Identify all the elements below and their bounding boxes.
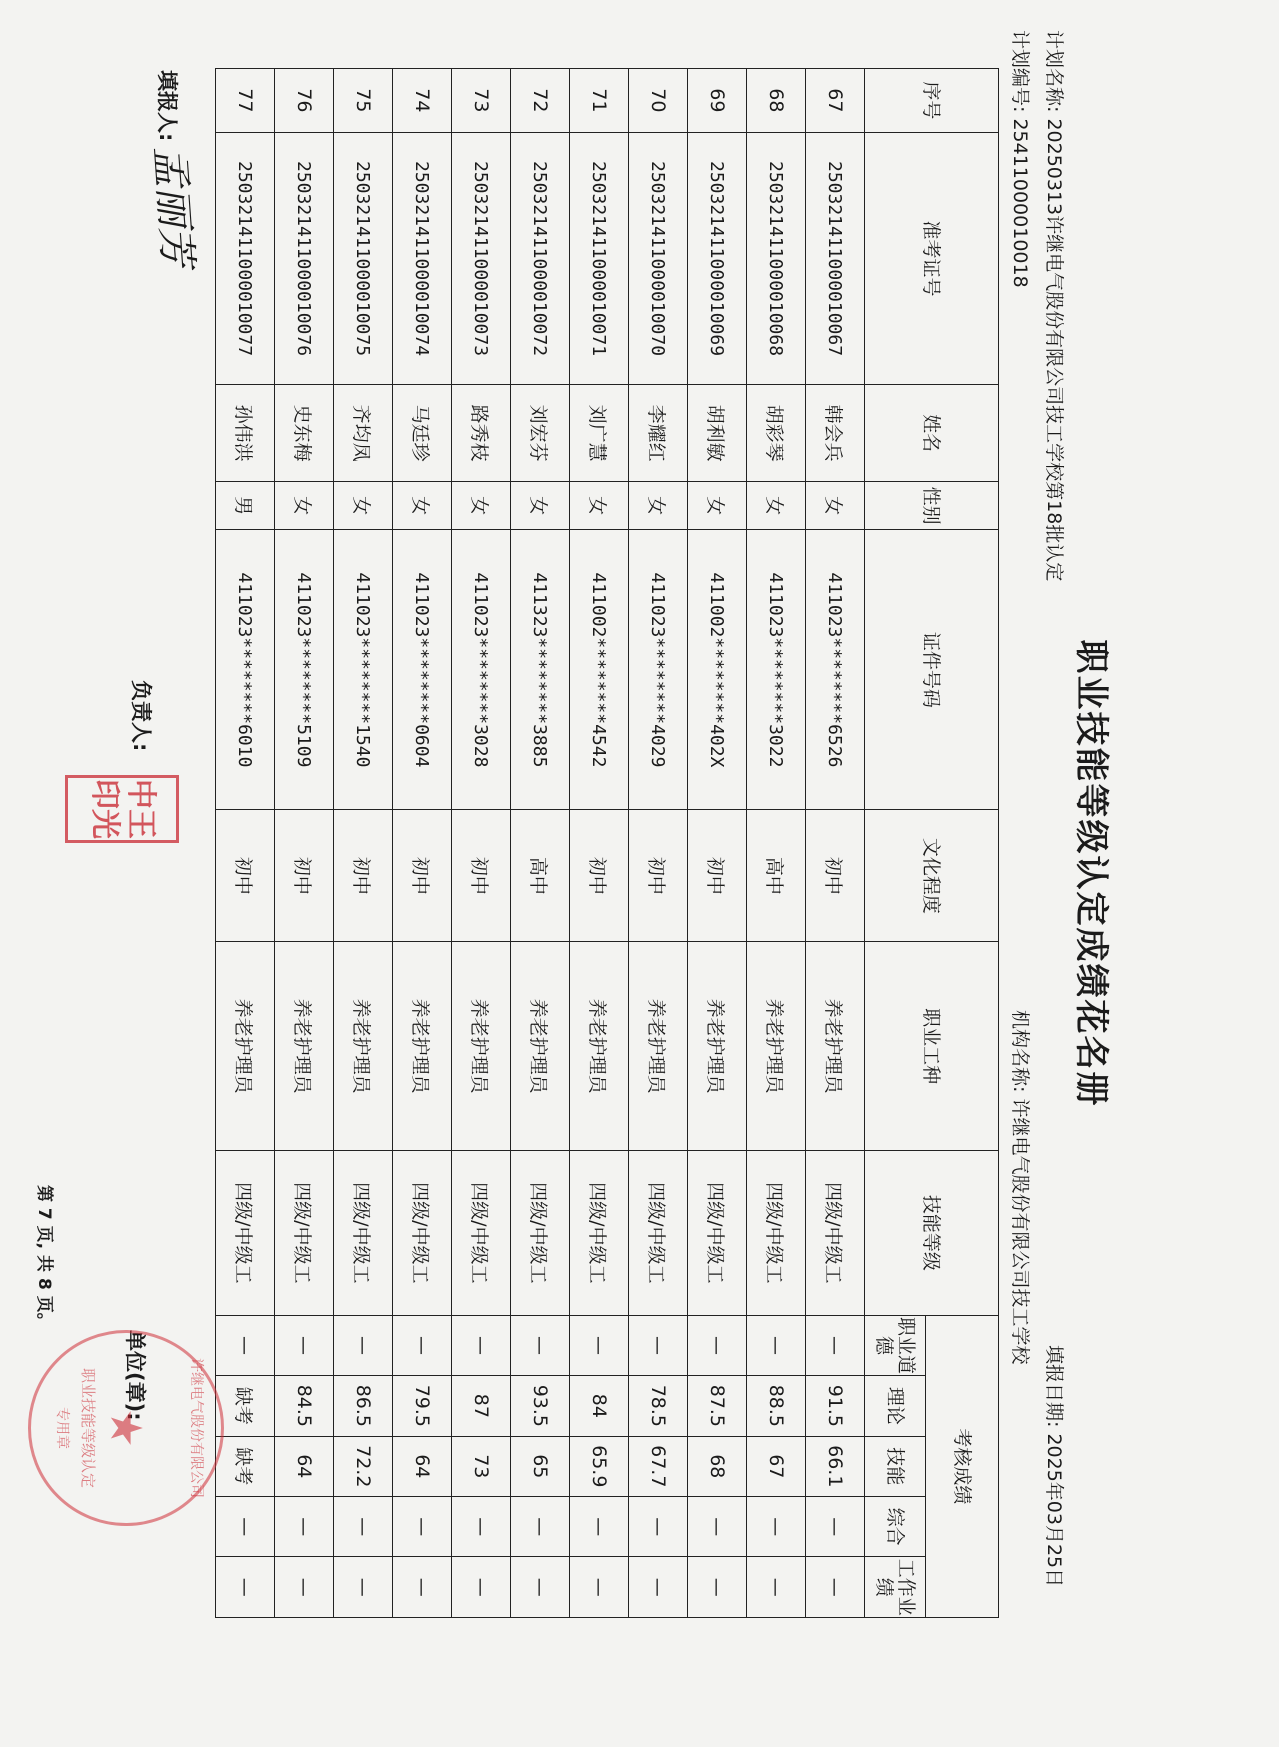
cell-ethics: — — [747, 1315, 806, 1375]
cell-gender: 女 — [688, 482, 747, 530]
cell-ethics: — — [629, 1315, 688, 1375]
cell-occupation: 养老护理员 — [511, 942, 570, 1151]
cell-theory: 93.5 — [511, 1376, 570, 1436]
unit-label: 单位(章): — [123, 1330, 147, 1421]
table-row — [275, 69, 334, 1618]
cell-name: 韩会兵 — [806, 385, 865, 482]
cell-id-no: 411323********3885 — [511, 530, 570, 810]
cell-skill-level: 四级/中级工 — [747, 1151, 806, 1316]
cell-education: 初中 — [806, 810, 865, 942]
cell-theory: 88.5 — [747, 1376, 806, 1436]
fill-date: 填报日期: 2025年03月25日 — [1043, 1345, 1065, 1588]
cell-name: 史东梅 — [275, 385, 334, 482]
cell-exam-no: 250321411000010076 — [275, 132, 334, 385]
cell-overall: — — [452, 1496, 511, 1556]
cell-ethics: — — [452, 1315, 511, 1375]
personal-seal-char: 印 — [87, 779, 122, 809]
cell-skill: 65.9 — [570, 1436, 629, 1496]
cell-seq: 70 — [629, 69, 688, 133]
cell-name: 齐均凤 — [334, 385, 393, 482]
table-body — [216, 69, 865, 1618]
cell-performance: — — [629, 1557, 688, 1618]
table-row — [216, 69, 275, 1618]
header-skill: 技能 — [865, 1436, 926, 1496]
cell-performance: — — [511, 1557, 570, 1618]
table-row — [452, 69, 511, 1618]
header-ethics: 职业道德 — [865, 1315, 926, 1375]
cell-name: 孙伟洪 — [216, 385, 275, 482]
cell-occupation: 养老护理员 — [747, 942, 806, 1151]
personal-seal-char: 王 — [123, 809, 158, 839]
cell-education: 高中 — [511, 810, 570, 942]
cell-seq: 71 — [570, 69, 629, 133]
cell-occupation: 养老护理员 — [334, 942, 393, 1151]
cell-exam-no: 250321411000010073 — [452, 132, 511, 385]
official-seal-band-text: 职业技能等级认定 — [79, 1367, 97, 1488]
cell-ethics: — — [275, 1315, 334, 1375]
cell-name: 刘宏芬 — [511, 385, 570, 482]
cell-skill: 64 — [275, 1436, 334, 1496]
table-row — [570, 69, 629, 1618]
cell-id-no: 411023********0604 — [393, 530, 452, 810]
cell-id-no: 411023********6526 — [806, 530, 865, 810]
cell-gender: 女 — [629, 482, 688, 530]
cell-performance: — — [570, 1557, 629, 1618]
table-row — [393, 69, 452, 1618]
header-exam-no: 准考证号 — [865, 132, 999, 385]
cell-education: 初中 — [334, 810, 393, 942]
cell-skill-level: 四级/中级工 — [216, 1151, 275, 1316]
seal-star-icon: ★ — [100, 1408, 151, 1448]
cell-name: 李耀红 — [629, 385, 688, 482]
personal-seal-char: 光 — [87, 809, 122, 839]
personal-seal — [65, 775, 179, 843]
cell-seq: 68 — [747, 69, 806, 133]
cell-name: 马廷珍 — [393, 385, 452, 482]
cell-education: 高中 — [747, 810, 806, 942]
cell-name: 胡利敏 — [688, 385, 747, 482]
cell-exam-no: 250321411000010071 — [570, 132, 629, 385]
cell-occupation: 养老护理员 — [275, 942, 334, 1151]
cell-id-no: 411023********3028 — [452, 530, 511, 810]
plan-name: 计划名称: 20250313许继电气股份有限公司技工学校第18批认定 — [1043, 30, 1065, 582]
cell-theory: 91.5 — [806, 1376, 865, 1436]
cell-theory: 缺考 — [216, 1376, 275, 1436]
header-row — [926, 69, 999, 1618]
cell-id-no: 411023********5109 — [275, 530, 334, 810]
header-education: 文化程度 — [865, 810, 999, 942]
cell-overall: — — [275, 1496, 334, 1556]
cell-exam-no: 250321411000010067 — [806, 132, 865, 385]
cell-seq: 69 — [688, 69, 747, 133]
cell-skill-level: 四级/中级工 — [629, 1151, 688, 1316]
cell-overall: — — [511, 1496, 570, 1556]
cell-occupation: 养老护理员 — [216, 942, 275, 1151]
cell-theory: 79.5 — [393, 1376, 452, 1436]
cell-gender: 女 — [806, 482, 865, 530]
table-row — [511, 69, 570, 1618]
cell-exam-no: 250321411000010074 — [393, 132, 452, 385]
cell-education: 初中 — [393, 810, 452, 942]
cell-id-no: 411023********6010 — [216, 530, 275, 810]
cell-overall: — — [216, 1496, 275, 1556]
cell-ethics: — — [216, 1315, 275, 1375]
score-table — [215, 68, 999, 1618]
cell-gender: 女 — [393, 482, 452, 530]
cell-gender: 女 — [334, 482, 393, 530]
cell-gender: 女 — [275, 482, 334, 530]
cell-id-no: 411002********4542 — [570, 530, 629, 810]
cell-performance: — — [393, 1557, 452, 1618]
cell-performance: — — [275, 1557, 334, 1618]
cell-skill-level: 四级/中级工 — [688, 1151, 747, 1316]
header-theory: 理论 — [865, 1376, 926, 1436]
cell-seq: 73 — [452, 69, 511, 133]
cell-skill: 64 — [393, 1436, 452, 1496]
table-row — [629, 69, 688, 1618]
cell-overall: — — [393, 1496, 452, 1556]
cell-seq: 77 — [216, 69, 275, 133]
cell-occupation: 养老护理员 — [806, 942, 865, 1151]
signer-signature: 孟丽芳 — [145, 144, 201, 268]
leader-label: 负责人: — [129, 680, 153, 752]
cell-theory: 84.5 — [275, 1376, 334, 1436]
cell-education: 初中 — [452, 810, 511, 942]
cell-education: 初中 — [216, 810, 275, 942]
cell-ethics: — — [393, 1315, 452, 1375]
official-seal-ring-text: 许继电气股份有限公司 — [188, 1358, 204, 1498]
cell-skill: 缺考 — [216, 1436, 275, 1496]
cell-exam-no: 250321411000010068 — [747, 132, 806, 385]
cell-overall: — — [688, 1496, 747, 1556]
personal-seal-char: 中 — [123, 779, 158, 809]
cell-exam-no: 250321411000010075 — [334, 132, 393, 385]
cell-seq: 67 — [806, 69, 865, 133]
cell-skill-level: 四级/中级工 — [275, 1151, 334, 1316]
cell-ethics: — — [511, 1315, 570, 1375]
cell-performance: — — [334, 1557, 393, 1618]
official-seal-bottom-text: 专用章 — [54, 1407, 70, 1449]
cell-theory: 87.5 — [688, 1376, 747, 1436]
cell-skill: 66.1 — [806, 1436, 865, 1496]
cell-gender: 女 — [747, 482, 806, 530]
cell-seq: 72 — [511, 69, 570, 133]
header-seq: 序号 — [865, 69, 999, 133]
cell-performance: — — [452, 1557, 511, 1618]
cell-overall: — — [806, 1496, 865, 1556]
cell-exam-no: 250321411000010072 — [511, 132, 570, 385]
header-performance: 工作业绩 — [865, 1557, 926, 1618]
header-gender: 性别 — [865, 482, 999, 530]
header-overall: 综合 — [865, 1496, 926, 1556]
cell-skill: 73 — [452, 1436, 511, 1496]
cell-ethics: — — [334, 1315, 393, 1375]
table-row — [688, 69, 747, 1618]
cell-occupation: 养老护理员 — [393, 942, 452, 1151]
cell-education: 初中 — [629, 810, 688, 942]
cell-performance: — — [806, 1557, 865, 1618]
cell-skill: 67 — [747, 1436, 806, 1496]
cell-theory: 86.5 — [334, 1376, 393, 1436]
cell-gender: 女 — [511, 482, 570, 530]
org-name: 机构名称: 许继电气股份有限公司技工学校 — [1009, 1010, 1031, 1365]
cell-id-no: 411023********4029 — [629, 530, 688, 810]
cell-skill-level: 四级/中级工 — [806, 1151, 865, 1316]
cell-education: 初中 — [570, 810, 629, 942]
cell-occupation: 养老护理员 — [570, 942, 629, 1151]
cell-theory: 84 — [570, 1376, 629, 1436]
official-seal — [28, 1330, 224, 1526]
cell-occupation: 养老护理员 — [629, 942, 688, 1151]
cell-skill-level: 四级/中级工 — [334, 1151, 393, 1316]
cell-skill-level: 四级/中级工 — [393, 1151, 452, 1316]
page-title: 职业技能等级认定成绩花名册 — [1071, 639, 1111, 1108]
cell-exam-no: 250321411000010077 — [216, 132, 275, 385]
cell-skill-level: 四级/中级工 — [570, 1151, 629, 1316]
cell-performance: — — [688, 1557, 747, 1618]
cell-exam-no: 250321411000010070 — [629, 132, 688, 385]
cell-exam-no: 250321411000010069 — [688, 132, 747, 385]
header-skill-level: 技能等级 — [865, 1151, 999, 1316]
cell-education: 初中 — [275, 810, 334, 942]
cell-overall: — — [629, 1496, 688, 1556]
cell-skill: 68 — [688, 1436, 747, 1496]
cell-performance: — — [216, 1557, 275, 1618]
cell-ethics: — — [570, 1315, 629, 1375]
header-name: 姓名 — [865, 385, 999, 482]
cell-skill: 72.2 — [334, 1436, 393, 1496]
cell-skill-level: 四级/中级工 — [452, 1151, 511, 1316]
cell-seq: 75 — [334, 69, 393, 133]
cell-overall: — — [570, 1496, 629, 1556]
cell-seq: 76 — [275, 69, 334, 133]
table-row — [747, 69, 806, 1618]
header-occupation: 职业工种 — [865, 942, 999, 1151]
cell-skill-level: 四级/中级工 — [511, 1151, 570, 1316]
header-id-no: 证件号码 — [865, 530, 999, 810]
cell-id-no: 411023********3022 — [747, 530, 806, 810]
cell-seq: 74 — [393, 69, 452, 133]
cell-occupation: 养老护理员 — [688, 942, 747, 1151]
cell-education: 初中 — [688, 810, 747, 942]
cell-occupation: 养老护理员 — [452, 942, 511, 1151]
page-note: 第 7 页, 共 8 页。 — [34, 1185, 54, 1330]
cell-ethics: — — [688, 1315, 747, 1375]
table-row — [806, 69, 865, 1618]
cell-ethics: — — [806, 1315, 865, 1375]
cell-skill: 67.7 — [629, 1436, 688, 1496]
plan-code: 计划编号: 25411000010018 — [1009, 30, 1031, 288]
cell-overall: — — [334, 1496, 393, 1556]
cell-skill: 65 — [511, 1436, 570, 1496]
cell-theory: 87 — [452, 1376, 511, 1436]
cell-id-no: 411002********402X — [688, 530, 747, 810]
cell-name: 胡彩琴 — [747, 385, 806, 482]
cell-overall: — — [747, 1496, 806, 1556]
cell-gender: 女 — [452, 482, 511, 530]
cell-name: 刘广慧 — [570, 385, 629, 482]
cell-theory: 78.5 — [629, 1376, 688, 1436]
cell-gender: 女 — [570, 482, 629, 530]
header-scores-group: 考核成绩 — [926, 1315, 999, 1617]
cell-gender: 男 — [216, 482, 275, 530]
cell-performance: — — [747, 1557, 806, 1618]
table-row — [334, 69, 393, 1618]
cell-id-no: 411023********1540 — [334, 530, 393, 810]
cell-name: 路秀枝 — [452, 385, 511, 482]
signer-label: 填报人: — [155, 70, 179, 142]
